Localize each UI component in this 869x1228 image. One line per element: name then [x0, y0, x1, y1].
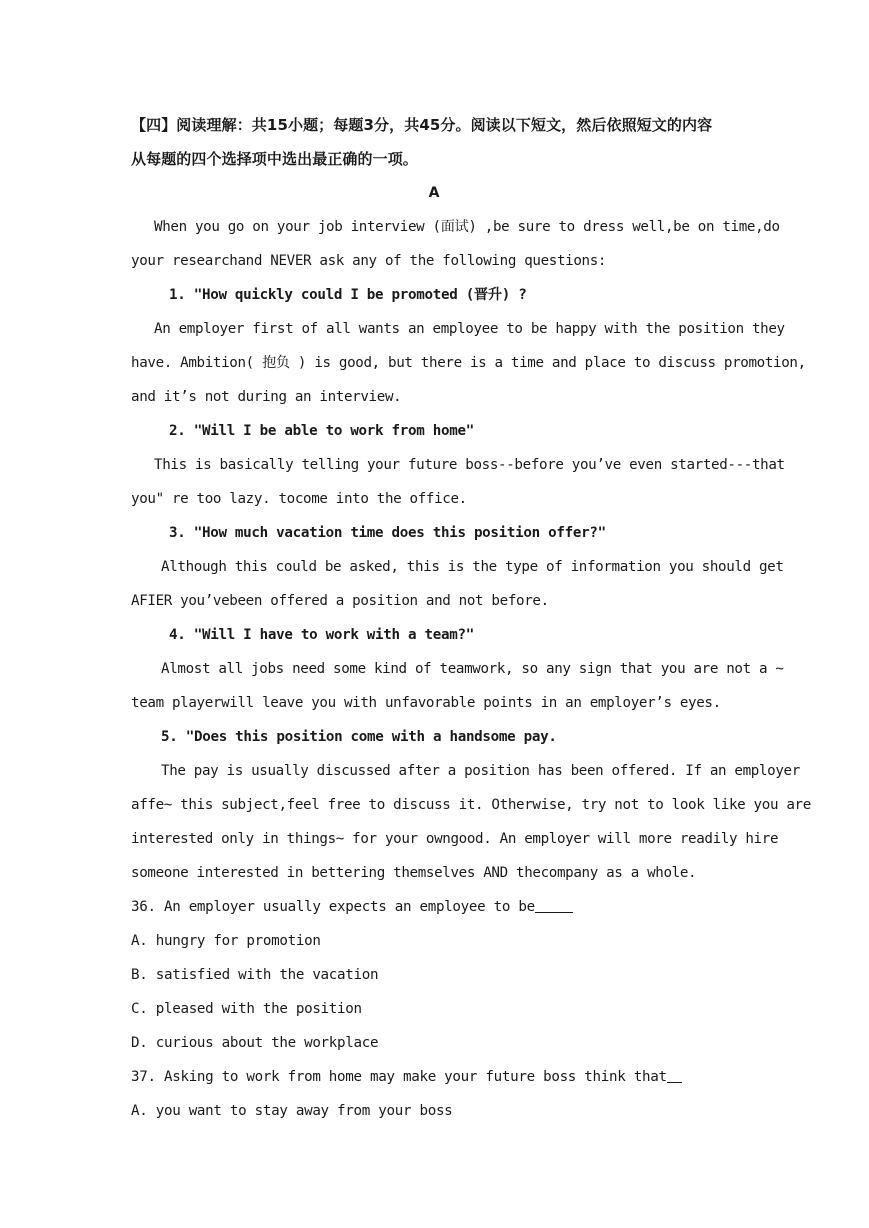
item-4-line-1: Almost all jobs need some kind of teamwork, so any sign that you are not a ~	[161, 661, 784, 677]
section-header-line-2: 从每题的四个选择项中选出最正确的一项。	[131, 150, 418, 168]
question-37-option-a: A. you want to stay away from your boss	[131, 1103, 453, 1119]
intro-line-1: When you go on your job interview (面试) ,be sure to dress well,be on time,do	[154, 219, 780, 235]
passage-label: A	[428, 185, 440, 201]
question-37	[131, 1060, 737, 1094]
item-3-heading: 3. "How much vacation time does this position offer?"	[169, 525, 606, 541]
section-header-line-1: 【四】阅读理解：共15小题；每题3分，共45分。阅读以下短文，然后依照短文的内容	[131, 116, 713, 134]
answer-blank	[535, 898, 573, 913]
item-2-line-1: This is basically telling your future boss--before you’ve even started---that	[154, 457, 785, 473]
item-5-line-3: interested only in things~ for your owngood. An employer will more readily hire	[131, 831, 779, 847]
item-1-line-2: have. Ambition( 抱负 ) is good, but there is a time and place to discuss promotion,	[131, 355, 806, 371]
question-36-option-c: C. pleased with the position	[131, 1001, 362, 1017]
document-page	[131, 108, 811, 1128]
question-36-option-b: B. satisfied with the vacation	[131, 967, 379, 983]
question-36-option-d: D. curious about the workplace	[131, 1035, 379, 1051]
item-3-line-2: AFIER you’vebeen offered a position and not before.	[131, 593, 549, 609]
item-1-line-1: An employer first of all wants an employee to be happy with the position they	[154, 321, 785, 337]
item-1-line-3: and it’s not during an interview.	[131, 389, 402, 405]
item-5-line-1: The pay is usually discussed after a position has been offered. If an employer	[161, 763, 800, 779]
item-4-line-2: team playerwill leave you with unfavorable points in an employer’s eyes.	[131, 695, 721, 711]
answer-blank	[667, 1068, 682, 1083]
item-4-heading: 4. "Will I have to work with a team?"	[169, 627, 474, 643]
item-2-heading: 2. "Will I be able to work from home"	[169, 423, 474, 439]
item-1-heading: 1. "How quickly could I be promoted (晋升) ?	[169, 287, 527, 303]
question-37-stem: 37. Asking to work from home may make your future boss think that	[131, 1069, 667, 1085]
item-2-line-2: you" re too lazy. tocome into the office.	[131, 491, 467, 507]
question-36-option-a: A. hungry for promotion	[131, 933, 321, 949]
intro-line-2: your researchand NEVER ask any of the following questions:	[131, 253, 607, 269]
item-5-line-2: affe~ this subject,feel free to discuss it. Otherwise, try not to look like you are	[131, 797, 811, 813]
question-36	[131, 890, 737, 924]
item-3-line-1: Although this could be asked, this is the type of information you should get	[161, 559, 784, 575]
item-5-line-4: someone interested in bettering themselves AND thecompany as a whole.	[131, 865, 697, 881]
question-36-stem: 36. An employer usually expects an employee to be	[131, 899, 535, 915]
item-5-heading: 5. "Does this position come with a handsome pay.	[161, 729, 557, 745]
